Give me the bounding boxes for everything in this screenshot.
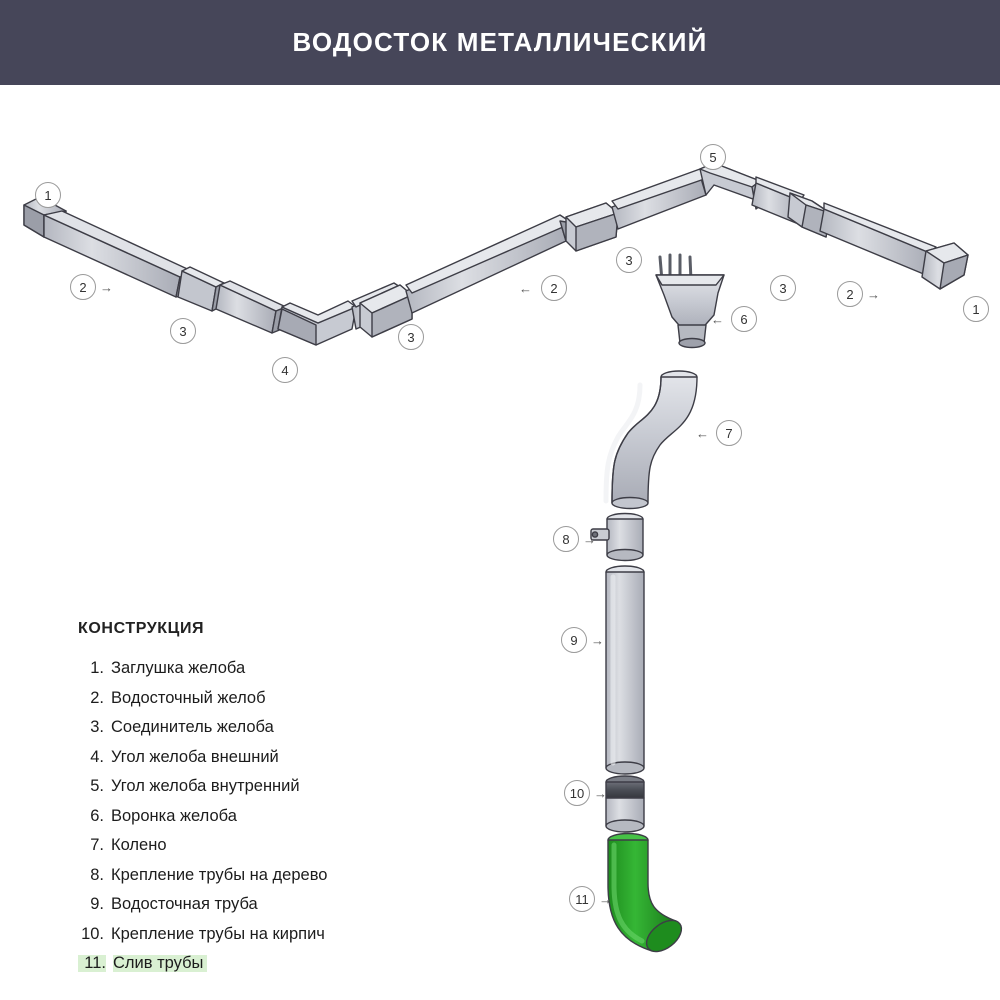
legend-item-number: 9. [90, 895, 104, 913]
legend-title: КОНСТРУКЦИЯ [78, 620, 205, 637]
callout-2-left: 2 [70, 274, 96, 300]
part-gutter-center [612, 169, 710, 229]
callout-3-mid: 3 [398, 324, 424, 350]
part-gutter-connector-center [566, 203, 618, 251]
legend-item-number: 1. [90, 659, 104, 677]
part-pipe-bracket-wood [591, 514, 643, 561]
legend-item-number: 7. [90, 836, 104, 854]
part-pipe-drain [608, 834, 687, 958]
legend-item-number: 10. [81, 924, 104, 943]
callout-6: 6 [731, 306, 757, 332]
legend-item-number: 2. [90, 688, 104, 707]
part-downpipe [606, 566, 644, 774]
callout-1-left: 1 [35, 182, 61, 208]
callout-9: 9 [561, 627, 587, 653]
callout-11: 11 [569, 886, 595, 912]
legend-item-label: Соединитель желоба [111, 718, 274, 736]
legend-item-label: Колено [111, 836, 167, 854]
legend-item-label: Угол желоба внешний [111, 747, 279, 766]
legend-item-number: 3. [90, 718, 104, 736]
legend-item-label: Воронка желоба [111, 806, 237, 825]
page-header [0, 0, 1000, 85]
callout-7: 7 [716, 420, 742, 446]
callout-11-arrow: → [599, 892, 612, 907]
part-downpipe-elbow [606, 371, 697, 509]
list-item [78, 778, 458, 795]
legend-item-number: 5. [90, 777, 104, 795]
callout-2-left-arrow: → [100, 280, 113, 295]
list-item [78, 719, 458, 736]
callout-3-right: 3 [770, 275, 796, 301]
part-gutter-right [820, 203, 936, 275]
legend-list [78, 660, 458, 972]
callout-4: 4 [272, 357, 298, 383]
legend-item-number: 6. [90, 806, 104, 825]
part-gutter-left [44, 211, 196, 297]
legend-item-label: Крепление трубы на кирпич [111, 924, 325, 943]
legend-item-label: Слив трубы [113, 955, 207, 972]
callout-5: 5 [700, 144, 726, 170]
legend-item-number: 4. [90, 747, 104, 766]
part-pipe-bracket-brick [606, 776, 644, 832]
callout-8-arrow: → [583, 532, 596, 547]
legend-item-number: 8. [90, 865, 104, 884]
part-gutter-funnel [656, 255, 724, 348]
callout-3-left: 3 [170, 318, 196, 344]
legend-item-label: Водосточный желоб [111, 688, 266, 707]
callout-2-right: 2 [837, 281, 863, 307]
callout-6-arrow: ← [711, 312, 724, 327]
list-item [78, 660, 458, 677]
callout-8: 8 [553, 526, 579, 552]
callout-7-arrow: ← [696, 426, 709, 441]
callout-10-arrow: → [594, 786, 607, 801]
callout-10: 10 [564, 780, 590, 806]
part-gutter-left-lower [216, 281, 286, 333]
list-item [78, 896, 458, 913]
legend-item-label: Заглушка желоба [111, 659, 246, 677]
part-gutter-end-cap-right [922, 243, 968, 289]
legend-item-label: Крепление трубы на дерево [111, 865, 328, 884]
list-item [78, 808, 458, 825]
page-title: ВОДОСТОК МЕТАЛЛИЧЕСКИЙ [292, 27, 708, 57]
legend-item-label: Угол желоба внутренний [111, 777, 300, 795]
list-item [78, 867, 458, 884]
list-item [78, 837, 458, 854]
list-item [78, 690, 458, 707]
list-item [78, 749, 458, 766]
legend-panel [78, 620, 458, 985]
legend-item-number: 11. [78, 955, 106, 972]
callout-2-right-arrow: → [867, 287, 880, 302]
callout-3-center: 3 [616, 247, 642, 273]
callout-1-right: 1 [963, 296, 989, 322]
legend-item-label: Водосточная труба [111, 895, 258, 913]
part-gutter-corner-external [278, 301, 356, 345]
callout-2-mid: 2 [541, 275, 567, 301]
list-item-highlighted [78, 955, 458, 972]
callout-2-mid-arrow: ← [519, 281, 532, 296]
callout-9-arrow: → [591, 633, 604, 648]
list-item [78, 926, 458, 943]
